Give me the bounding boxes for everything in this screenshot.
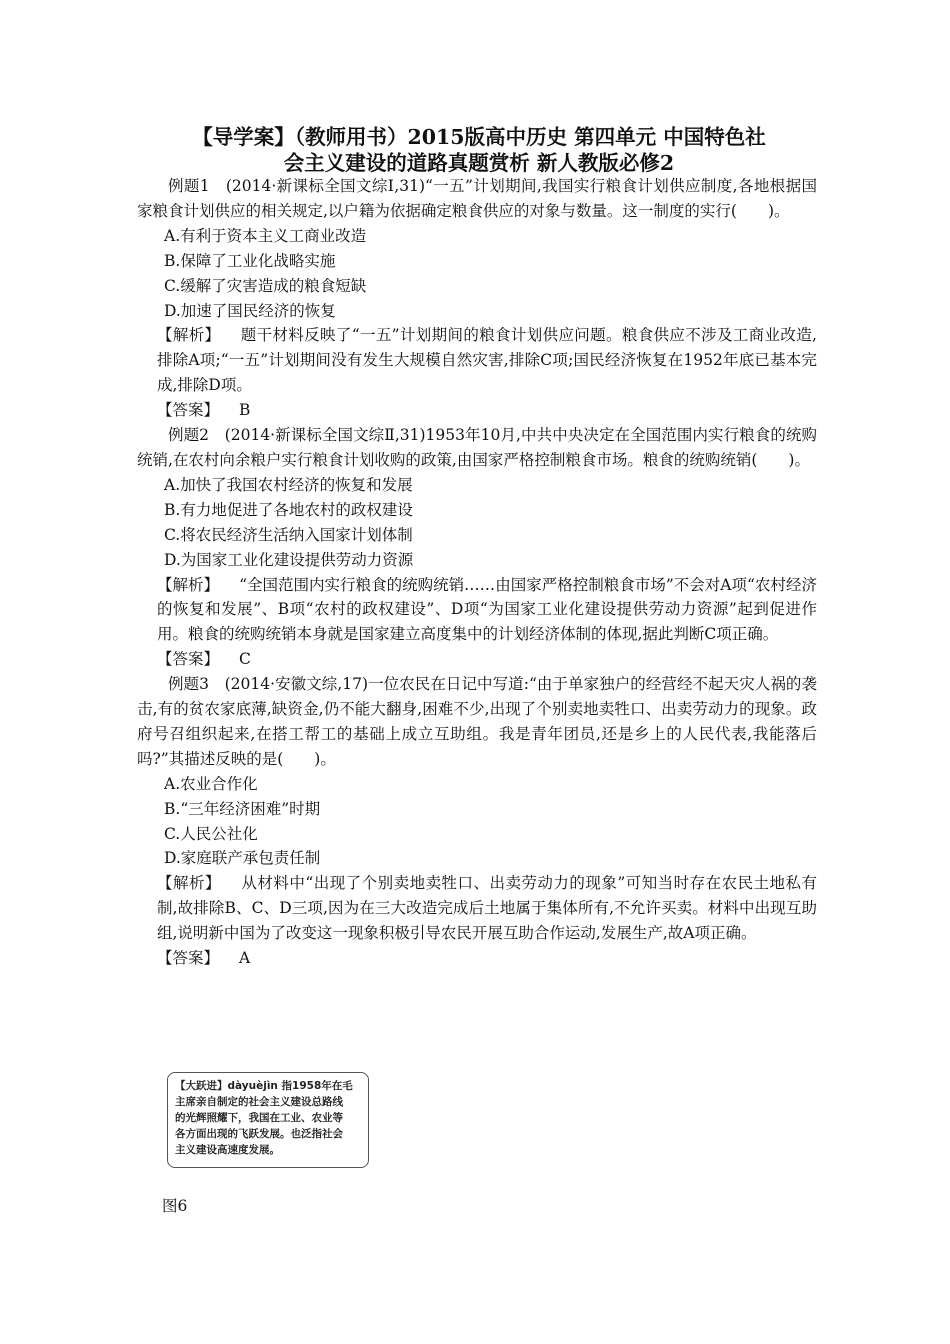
figure-line: 【大跃进】dàyuèjìn 指1958年在毛 [175,1080,353,1092]
analysis-label: 【解析】 [157,874,221,893]
answer-value: C [239,650,251,669]
dictionary-entry-figure [167,1072,369,1168]
question-3-answer [137,946,817,971]
question-1-answer [137,398,817,423]
question-3 [137,672,817,971]
answer-label: 【答案】 [157,401,220,420]
answer-value: A [239,949,251,968]
question-2-option-b: B.有力地促进了各地农村的政权建设 [164,500,413,519]
question-1 [137,174,817,423]
figure-line: 各方面出现的飞跃发展。也泛指社会 [175,1128,343,1140]
question-1-stem: 例题1 (2014·新课标全国文综Ⅰ,31)“一五”计划期间,我国实行粮食计划供应制度,各地根据国家粮食计划供应的相关规定,以户籍为依据确定粮食供应的对象与数量。这一制度的实行( )。 [137,177,817,220]
question-2-option-d: D.为国家工业化建设提供劳动力资源 [164,550,414,569]
question-2-analysis [137,573,817,648]
question-1-option-d: D.加速了国民经济的恢复 [164,301,336,320]
question-2-option-c: C.将农民经济生活纳入国家计划体制 [164,525,413,544]
question-2 [137,423,817,672]
analysis-text: 题干材料反映了“一五”计划期间的粮食计划供应问题。粮食供应不涉及工商业改造,排除A项;“一五”计划期间没有发生大规模自然灾害,排除C项;国民经济恢复在1952年底已基本完成,排除D项。 [157,326,817,395]
analysis-label: 【解析】 [157,575,220,594]
analysis-text: 从材料中“出现了个别卖地卖牲口、出卖劳动力的现象”可知当时存在农民土地私有制,故排除B、C、D三项,因为在三大改造完成后土地属于集体所有,不允许买卖。材料中出现互助组,说明新中国为了改变这一现象积极引导农民开展互助合作运动,发展生产,故A项正确。 [157,874,817,943]
question-3-option-a: A.农业合作化 [164,774,258,793]
answer-label: 【答案】 [157,949,220,968]
question-2-option-a: A.加快了我国农村经济的恢复和发展 [164,475,413,494]
analysis-label: 【解析】 [157,326,221,345]
page-title-line-2: 会主义建设的道路真题赏析 新人教版必修2 [283,151,675,175]
analysis-text: “全国范围内实行粮食的统购统销……由国家严格控制粮食市场”不会对A项“农村经济的恢复和发展”、B项“农村的政权建设”、D项“为国家工业化建设提供劳动力资源”起到促进作用。粮食的统购统销本身就是国家建立高度集中的计划经济体制的体现,据此判断C项正确。 [157,575,817,644]
figure-line: 的光辉照耀下，我国在工业、农业等 [175,1112,343,1124]
page-title-line-1: 【导学案】（教师用书）2015版高中历史 第四单元 中国特色社 [192,125,766,149]
question-3-option-d: D.家庭联产承包责任制 [164,849,321,868]
answer-label: 【答案】 [157,650,220,669]
question-1-option-c: C.缓解了灾害造成的粮食短缺 [164,276,367,295]
question-2-answer [137,647,817,672]
question-3-analysis [137,871,817,946]
question-1-option-b: B.保障了工业化战略实施 [164,251,336,270]
question-3-option-c: C.人民公社化 [164,824,258,843]
figure-line: 主义建设高速度发展。 [175,1144,280,1156]
question-1-option-a: A.有利于资本主义工商业改造 [164,226,367,245]
figure-caption: 图6 [162,1197,188,1215]
answer-value: B [239,401,251,420]
question-2-stem: 例题2 (2014·新课标全国文综Ⅱ,31)1953年10月,中共中央决定在全国范围内实行粮食的统购统销,在农村向余粮户实行粮食计划收购的政策,由国家严格控制粮食市场。粮食的统购统销( )。 [137,426,817,469]
figure-line: 主席亲自制定的社会主义建设总路线 [175,1096,343,1108]
page-title [138,124,820,176]
question-3-option-b: B.“三年经济困难”时期 [164,799,321,818]
question-3-stem: 例题3 (2014·安徽文综,17)一位农民在日记中写道:“由于单家独户的经营经不起天灾人祸的袭击,有的贫农家底薄,缺资金,仍不能大翻身,困难不少,出现了个别卖地卖牲口、出卖劳动力的现象。政府号召组织起来,在搭工帮工的基础上成立互助组。我是青年团员,还是乡上的人民代表,我能落后吗?”其描述反映的是( )。 [137,675,817,768]
question-1-analysis [137,323,817,398]
document-body [137,174,817,971]
